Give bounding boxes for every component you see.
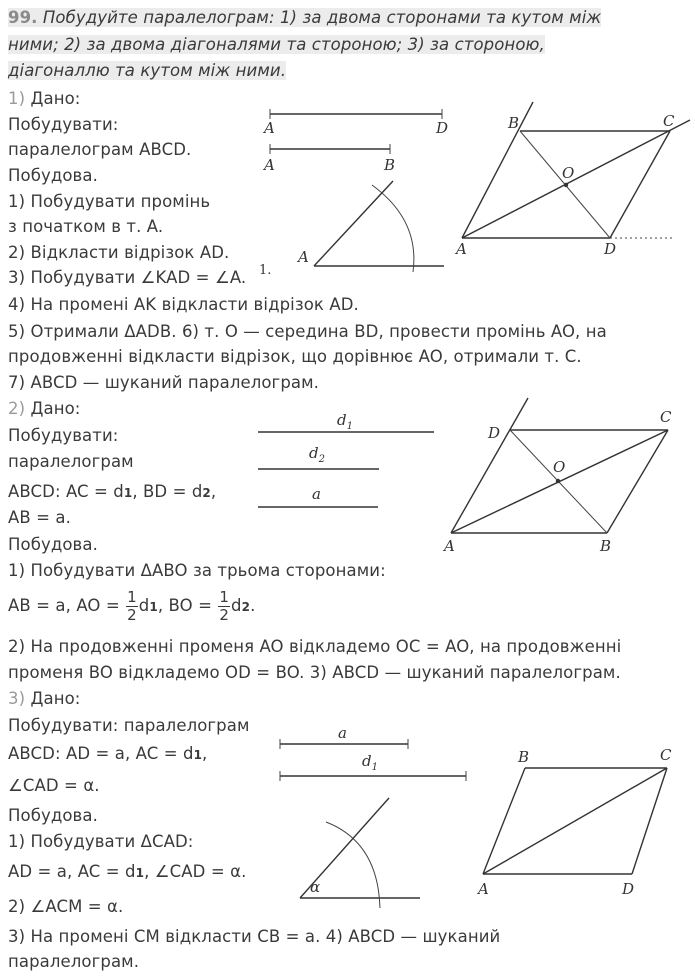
fig3-alpha: α (310, 878, 321, 896)
fig2-a: a (312, 485, 321, 503)
p3-step3b: паралелограм. (8, 952, 140, 971)
fig3-a: a (338, 724, 347, 742)
fig3-point-d: D (622, 880, 635, 898)
p2-given: 2) Дано: (8, 399, 81, 418)
p3-construction: Побудова. (8, 806, 98, 825)
p2-construction: Побудова. (8, 535, 98, 554)
p3-step1-eq: AD = a, AC = d1, ∠CAD = α. (8, 862, 247, 881)
fig1-angle-mark: 1. (259, 263, 272, 278)
fig3-diagonal-ac (483, 768, 667, 874)
fig1-point-a: A (456, 240, 467, 258)
fraction-half-2: $\frac{1}{2}$ (219, 588, 230, 624)
fig2-point-d: D (488, 424, 501, 442)
fraction-half-1: $\frac{1}{2}$ (127, 588, 137, 624)
fig1-seg1-d: D (436, 119, 449, 137)
fig2-point-c: C (660, 408, 672, 426)
problem-number: 99. (8, 8, 38, 27)
fig3-point-c: C (660, 746, 672, 764)
p1-step4: 4) На промені AK відкласти відрізок AD. (8, 295, 359, 314)
p3-given: 3) Дано: (8, 689, 81, 708)
p2-target: паралелограм (8, 452, 134, 471)
p3-step3: 3) На промені CM відкласти CB = a. 4) ABCD — шуканий (8, 927, 501, 946)
p2-cond2: AB = a. (8, 508, 71, 527)
p1-step7: 7) ABCD — шуканий паралелограм. (8, 373, 320, 392)
fig1-angle-a: A (298, 248, 309, 266)
p2-equation: AB = a, AO = $\frac{1}{2}$ d1, BO = $\frac{1}{2}$ d2. (8, 588, 256, 624)
fig3-side-ab (483, 768, 525, 874)
p1-step1a: 1) Побудувати промінь (8, 192, 211, 211)
fig2-d2: $d_2$ (309, 444, 325, 465)
p1-step1b: з початком в т. A. (8, 217, 164, 236)
p1-given: 1) Дано: (8, 89, 81, 108)
fig1-seg1-a: A (264, 119, 275, 137)
fig1-point-c: C (663, 112, 675, 130)
p3-step1: 1) Побудувати ΔCAD: (8, 832, 194, 851)
problem-line-1: 99. Побудуйте паралелограм: 1) за двома сторонами та кутом між (8, 8, 602, 27)
fig3-angle-arc (326, 822, 380, 908)
p3-cond1: ABCD: AD = a, AC = d1, (8, 744, 208, 763)
fig2-point-o: O (553, 458, 566, 476)
fig3-point-a: A (478, 880, 489, 898)
fig3-side-dc (632, 768, 667, 874)
p3-construct: Побудувати: паралелограм (8, 716, 250, 735)
p1-target: паралелограм ABCD. (8, 140, 192, 159)
fig1-point-b: B (508, 114, 520, 132)
fig2-point-b: B (600, 537, 612, 555)
p2-step1: 1) Побудувати ΔABO за трьома сторонами: (8, 561, 386, 580)
p2-step2a: 2) На продовженні променя AO відкладемо OC = AO, на продовженні (8, 637, 622, 656)
fig2-d1: $d_1$ (337, 411, 353, 432)
p1-step2: 2) Відкласти відрізок AD. (8, 243, 230, 262)
fig1-seg2-a: A (264, 156, 275, 174)
p1-step3: 3) Побудувати ∠KAD = ∠A. (8, 268, 247, 287)
p3-step2: 2) ∠ACM = α. (8, 897, 124, 916)
fig3-d1: $d_1$ (362, 752, 378, 773)
p1-step5: 5) Отримали ΔADB. 6) т. O — середина BD, провести промінь AO, на (8, 322, 607, 341)
fig1-seg2-b: B (384, 156, 396, 174)
p3-cond2: ∠CAD = α. (8, 776, 100, 795)
fig1-point-o: O (562, 164, 575, 182)
problem-line-3: діагоналлю та кутом між ними. (8, 61, 287, 80)
p1-construction: Побудова. (8, 166, 98, 185)
p2-step2b: променя BO відкладемо OD = BO. 3) ABCD — шуканий паралелограм. (8, 663, 621, 682)
p2-construct: Побудувати: (8, 426, 119, 445)
problem-line-2: ними; 2) за двома діагоналями та стороною; 3) за стороною, (8, 35, 545, 54)
p1-construct: Побудувати: (8, 115, 119, 134)
fig1-point-d: D (604, 240, 617, 258)
p1-step5b: продовженні відкласти відрізок, що дорівнює AO, отримали т. C. (8, 347, 582, 366)
fig3-point-b: B (518, 748, 530, 766)
p2-cond1: ABCD: AC = d1, BD = d2, (8, 482, 217, 501)
fig2-point-a: A (444, 537, 455, 555)
